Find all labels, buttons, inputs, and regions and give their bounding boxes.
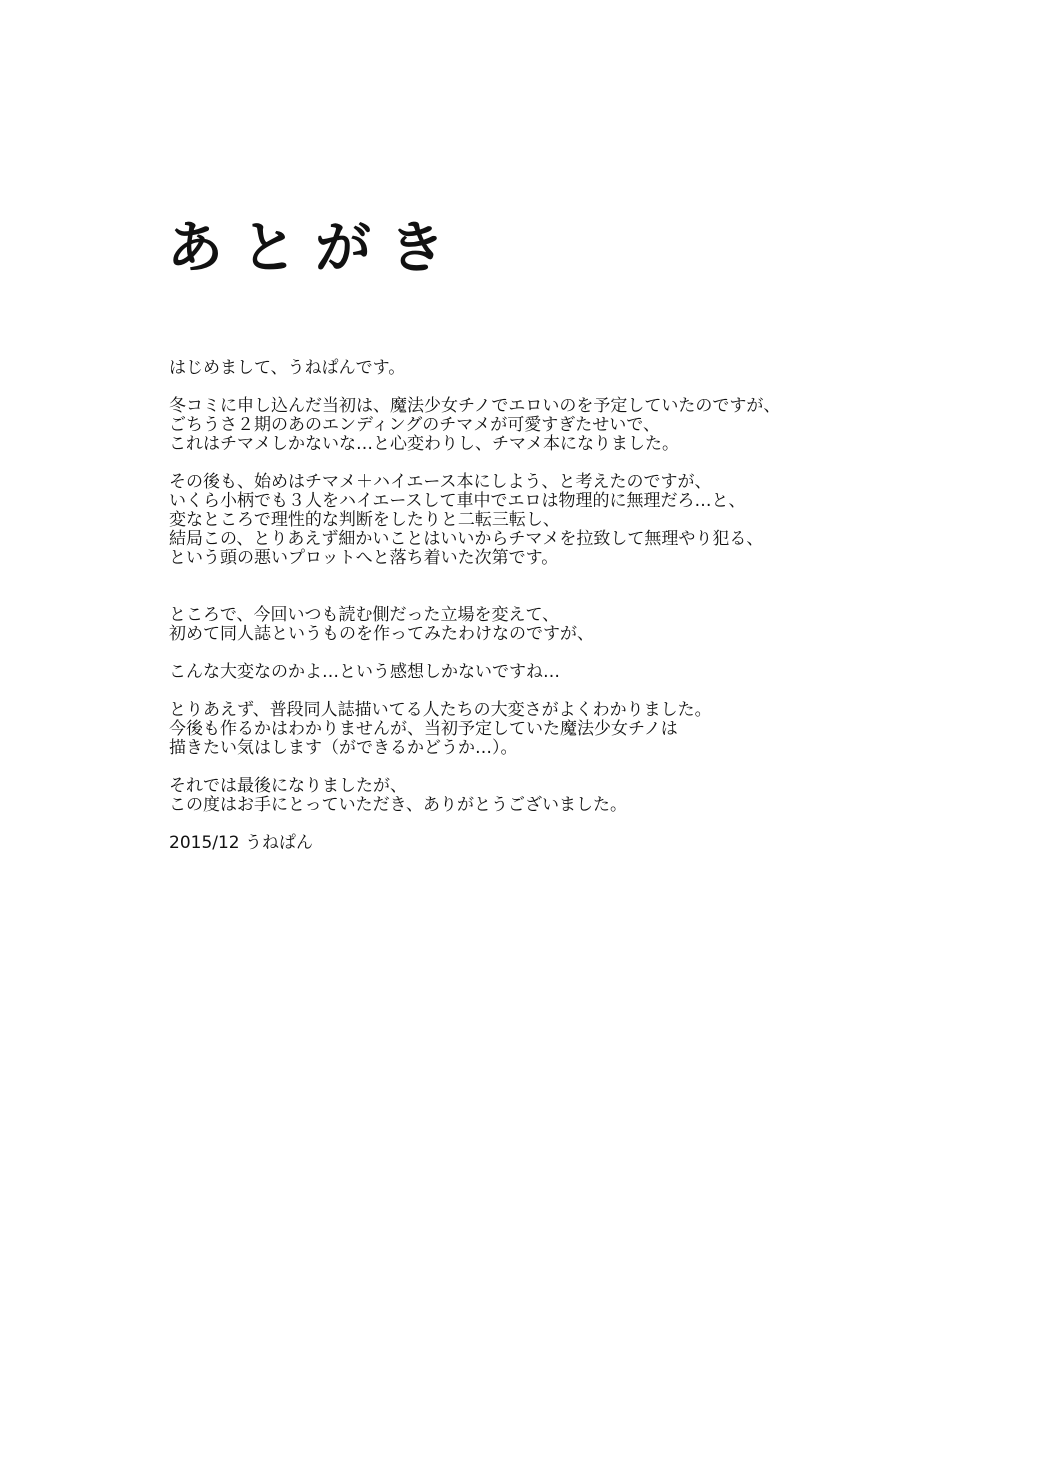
text-line: ところで、今回いつも読む側だった立場を変えて、 [169,605,560,625]
text-line: はじめまして、うねぱんです。 [169,358,406,378]
text-line: 冬コミに申し込んだ当初は、魔法少女チノでエロいのを予定していたのですが、 [169,396,781,416]
text-line: こんな大変なのかよ…という感想しかないですね… [169,662,560,682]
text-line: この度はお手にとっていただき、ありがとうございました。 [169,795,627,815]
text-line: その後も、始めはチマメ＋ハイエース本にしよう、と考えたのですが、 [169,472,712,492]
text-line: 結局この、とりあえず細かいことはいいからチマメを拉致して無理やり犯る、 [169,529,764,549]
text-line: 変なところで理性的な判断をしたりと二転三転し、 [169,510,560,530]
page-title: あとがき [167,216,463,281]
text-line: 初めて同人誌というものを作ってみたわけなのですが、 [169,624,594,644]
text-line: これはチマメしかないな…と心変わりし、チマメ本になりました。 [169,434,679,454]
text-line: という頭の悪いプロットへと落ち着いた次第です。 [169,548,559,568]
text-line: とりあえず、普段同人誌描いてる人たちの大変さがよくわかりました。 [169,700,712,720]
text-line: いくら小柄でも３人をハイエースして車中でエロは物理的に無理だろ…と、 [169,491,746,511]
signature: 2015/12 うねぱん [169,833,314,853]
text-line: 今後も作るかはわかりませんが、当初予定していた魔法少女チノは [169,719,678,739]
text-line: ごちうさ２期のあのエンディングのチマメが可愛すぎたせいで、 [169,415,660,435]
afterword-body [169,359,1029,853]
text-line: 描きたい気はします（ができるかどうか…）。 [169,738,518,758]
text-line: それでは最後になりましたが、 [169,776,407,796]
